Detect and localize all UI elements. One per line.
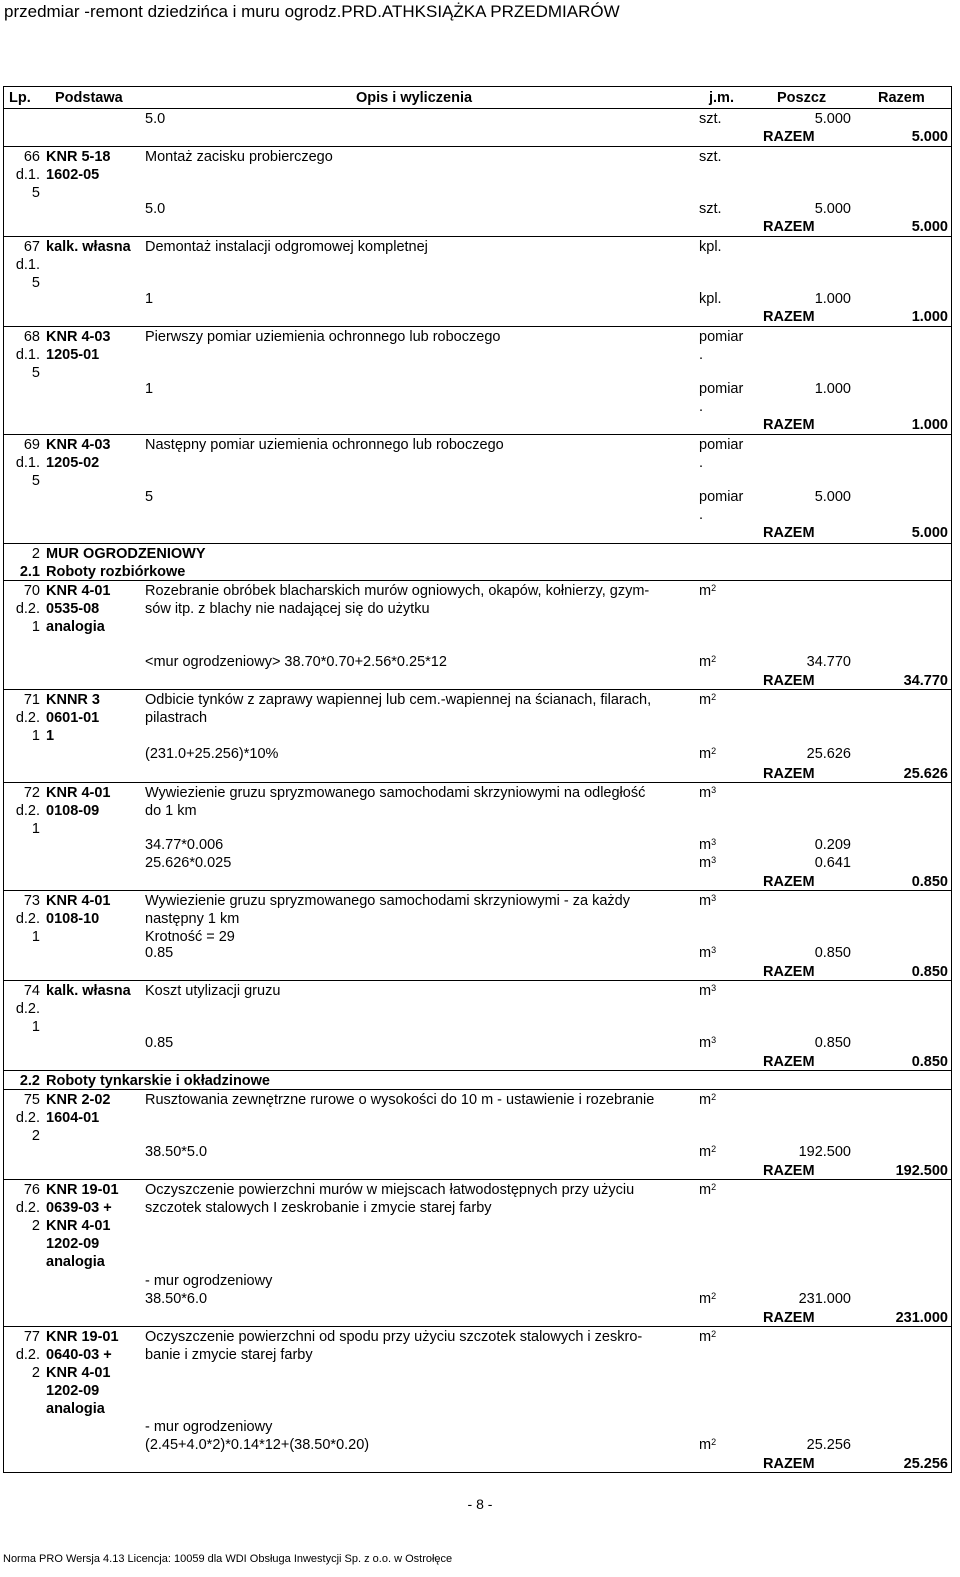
calc-unit: . [699,399,704,415]
row-divider [3,1089,952,1090]
calc-unit: . [699,507,704,523]
calc-value: 25.626 [806,746,851,762]
item-lp: 1 [31,619,40,635]
col-header-jm: j.m. [709,90,734,106]
calc-value: 0.850 [814,1035,851,1051]
col-header-lp: Lp. [9,90,31,106]
item-lp: d.2. [15,710,40,726]
item-basis: KNNR 3 [46,692,100,708]
item-lp: d.2. [15,1347,40,1363]
item-lp: 2 [31,1128,40,1144]
calc-expr: 38.50*5.0 [145,1144,208,1160]
item-basis: 0535-08 [46,601,100,617]
item-unit: pomiar [699,437,744,453]
section-title: Roboty tynkarskie i okładzinowe [46,1073,270,1089]
item-unit: $m^2$ [699,692,717,708]
razem-value: 0.850 [911,964,948,980]
section-number: 2.1 [19,564,40,580]
calc-unit: pomiar [699,381,744,397]
item-description: Oczyszczenie powierzchni murów w miejscach łatwodostępnych przy użyciu [145,1182,635,1198]
row-divider [3,890,952,891]
item-basis: 0108-10 [46,911,100,927]
item-basis: KNR 19-01 [46,1329,119,1345]
item-basis: 1604-01 [46,1110,100,1126]
item-lp: 69 [23,437,40,453]
section-title: MUR OGRODZENIOWY [46,546,206,562]
item-description: Wywiezienie gruzu spryzmowanego samochodami skrzyniowymi na odległość [145,785,646,801]
item-basis: analogia [46,619,105,635]
item-lp: 73 [23,893,40,909]
razem-label: RAZEM [763,309,815,325]
item-description: Krotność = 29 [145,929,235,945]
calc-value: 5.000 [814,489,851,505]
razem-label: RAZEM [763,673,815,689]
item-lp: 67 [23,239,40,255]
item-lp: 5 [31,473,40,489]
razem-value: 5.000 [911,219,948,235]
razem-label: RAZEM [763,1456,815,1472]
calc-value: 5.000 [814,201,851,217]
calc-expr: 5.0 [145,201,166,217]
item-lp: 77 [23,1329,40,1345]
item-basis: kalk. własna [46,239,131,255]
row-divider [3,1179,952,1180]
calc-value: 231.000 [798,1291,851,1307]
razem-label: RAZEM [763,1310,815,1326]
calc-expr: 1 [145,381,154,397]
item-unit: $m^2$ [699,583,717,599]
razem-label: RAZEM [763,766,815,782]
header-bottom-border [3,108,952,109]
section-title: Roboty rozbiórkowe [46,564,186,580]
calc-value: 25.256 [806,1437,851,1453]
item-description: Montaż zacisku probierczego [145,149,333,165]
item-basis: KNR 4-01 [46,893,111,909]
table-top-border [3,86,952,87]
row-divider [3,580,952,581]
item-lp: d.1. [15,455,40,471]
calc-expr: 0.85 [145,1035,174,1051]
razem-value: 25.256 [903,1456,948,1472]
item-basis: analogia [46,1254,105,1270]
item-description: szczotek stalowych I zeskrobanie i zmycie starej farby [145,1200,492,1216]
calc-expr: 1 [145,291,154,307]
razem-label: RAZEM [763,129,815,145]
row-divider [3,543,952,544]
item-unit: $m^2$ [699,1329,717,1345]
calc-value: 192.500 [798,1144,851,1160]
calc-unit: kpl. [699,291,722,307]
item-lp: d.2. [15,803,40,819]
item-lp: 1 [31,929,40,945]
item-description: Demontaż instalacji odgromowej kompletnej [145,239,428,255]
item-description: następny 1 km [145,911,240,927]
item-description: Koszt utylizacji gruzu [145,983,281,999]
item-basis: KNR 5-18 [46,149,111,165]
calc-expr: 5.0 [145,111,166,127]
calc-unit: $m^2$ [699,1144,717,1160]
table-left-border [3,86,4,1473]
razem-value: 0.850 [911,1054,948,1070]
calc-unit: $m^3$ [699,1035,717,1051]
item-lp: d.1. [15,167,40,183]
item-basis: KNR 19-01 [46,1182,119,1198]
col-header-poszcz: Poszcz [777,90,827,106]
footer-license: Norma PRO Wersja 4.13 Licencja: 10059 dla WDI Obsługa Inwestycji Sp. z o.o. w Ostrołęce [3,1553,453,1565]
item-lp: d.2. [15,1110,40,1126]
razem-label: RAZEM [763,964,815,980]
razem-value: 5.000 [911,525,948,541]
item-lp: 68 [23,329,40,345]
item-description: Wywiezienie gruzu spryzmowanego samochodami skrzyniowymi - za każdy [145,893,630,909]
row-divider [3,689,952,690]
calc-unit: pomiar [699,489,744,505]
item-lp: 1 [31,821,40,837]
row-divider [3,326,952,327]
item-unit: . [699,347,704,363]
razem-label: RAZEM [763,525,815,541]
item-lp: 5 [31,185,40,201]
item-basis: analogia [46,1401,105,1417]
row-divider [3,1326,952,1327]
item-description: Pierwszy pomiar uziemienia ochronnego lub roboczego [145,329,501,345]
calc-unit: $m^3$ [699,945,717,961]
row-divider [3,434,952,435]
razem-value: 231.000 [895,1310,948,1326]
calc-value: 1.000 [814,291,851,307]
row-divider [3,1070,952,1071]
item-lp: d.2. [15,911,40,927]
calc-expr: (231.0+25.256)*10% [145,746,279,762]
calc-expr: 5 [145,489,154,505]
item-basis: 1205-01 [46,347,100,363]
col-header-opis: Opis i wyliczenia [356,90,473,106]
item-lp: d.1. [15,347,40,363]
calc-expr: 38.50*6.0 [145,1291,208,1307]
item-description: Rusztowania zewnętrzne rurowe o wysokości do 10 m - ustawienie i rozebranie [145,1092,655,1108]
calc-unit: $m^3$ [699,855,717,871]
razem-value: 192.500 [895,1163,948,1179]
item-unit: $m^2$ [699,1092,717,1108]
item-basis: KNR 4-01 [46,1365,111,1381]
item-unit: $m^3$ [699,893,717,909]
item-lp: 75 [23,1092,40,1108]
calc-unit: $m^2$ [699,1291,717,1307]
item-basis: 0639-03 + [46,1200,112,1216]
item-lp: d.2. [15,601,40,617]
calc-value: 5.000 [814,111,851,127]
razem-value: 1.000 [911,309,948,325]
item-lp: 71 [23,692,40,708]
item-lp: 72 [23,785,40,801]
item-unit: kpl. [699,239,722,255]
item-unit: $m^3$ [699,983,717,999]
calc-expr: 25.626*0.025 [145,855,232,871]
item-unit: $m^2$ [699,1182,717,1198]
razem-label: RAZEM [763,219,815,235]
item-unit: szt. [699,149,722,165]
item-lp: d.2. [15,1001,40,1017]
item-description: Odbicie tynków z zaprawy wapiennej lub cem.-wapiennej na ścianach, filarach, [145,692,652,708]
calc-note: - mur ogrodzeniowy [145,1273,273,1289]
razem-label: RAZEM [763,1054,815,1070]
calc-value: 0.209 [814,837,851,853]
razem-label: RAZEM [763,874,815,890]
row-divider [3,236,952,237]
calc-expr: (2.45+4.0*2)*0.14*12+(38.50*0.20) [145,1437,370,1453]
item-description: sów itp. z blachy nie nadającej się do użytku [145,601,430,617]
item-unit: . [699,455,704,471]
item-unit: pomiar [699,329,744,345]
item-basis: 1202-09 [46,1383,100,1399]
item-lp: 2 [31,1218,40,1234]
item-basis: KNR 4-01 [46,583,111,599]
item-description: pilastrach [145,710,208,726]
item-description: Następny pomiar uziemienia ochronnego lub roboczego [145,437,504,453]
item-lp: 2 [31,1365,40,1381]
item-description: Rozebranie obróbek blacharskich murów ogniowych, okapów, kołnierzy, gzym- [145,583,650,599]
calc-unit: $m^2$ [699,746,717,762]
item-basis: KNR 4-01 [46,785,111,801]
item-basis: 0108-09 [46,803,100,819]
calc-unit: szt. [699,111,722,127]
calc-unit: $m^2$ [699,654,717,670]
page-number: - 8 - [467,1496,493,1512]
calc-expr: 34.77*0.006 [145,837,224,853]
calc-note: - mur ogrodzeniowy [145,1419,273,1435]
calc-value: 0.850 [814,945,851,961]
row-divider [3,146,952,147]
col-header-razem: Razem [878,90,925,106]
razem-value: 25.626 [903,766,948,782]
item-lp: 5 [31,365,40,381]
calc-unit: $m^3$ [699,837,717,853]
item-basis: KNR 4-01 [46,1218,111,1234]
calc-expr: <mur ogrodzeniowy> 38.70*0.70+2.56*0.25*12 [145,654,447,670]
item-basis: 1602-05 [46,167,100,183]
calc-value: 0.641 [814,855,851,871]
item-description: banie i zmycie starej farby [145,1347,313,1363]
item-lp: 74 [23,983,40,999]
razem-value: 0.850 [911,874,948,890]
razem-value: 34.770 [903,673,948,689]
row-divider [3,782,952,783]
item-lp: d.2. [15,1200,40,1216]
col-header-podstawa: Podstawa [55,90,123,106]
section-number: 2.2 [19,1073,40,1089]
item-description: do 1 km [145,803,197,819]
item-lp: 66 [23,149,40,165]
razem-label: RAZEM [763,1163,815,1179]
calc-unit: szt. [699,201,722,217]
item-lp: 70 [23,583,40,599]
item-basis: KNR 4-03 [46,437,111,453]
razem-value: 1.000 [911,417,948,433]
item-basis: 1202-09 [46,1236,100,1252]
item-lp: 1 [31,728,40,744]
item-lp: d.1. [15,257,40,273]
item-basis: 0640-03 + [46,1347,112,1363]
section-number: 2 [31,546,40,562]
item-unit: $m^3$ [699,785,717,801]
calc-expr: 0.85 [145,945,174,961]
item-description: Oczyszczenie powierzchni od spodu przy użyciu szczotek stalowych i zeskro- [145,1329,643,1345]
item-lp: 1 [31,1019,40,1035]
row-divider [3,980,952,981]
item-basis: 0601-01 [46,710,100,726]
document-title: przedmiar -remont dziedzińca i muru ogrodz.PRD.ATHKSIĄŻKA PRZEDMIARÓW [4,2,620,21]
calc-unit: $m^2$ [699,1437,717,1453]
razem-label: RAZEM [763,417,815,433]
item-lp: 5 [31,275,40,291]
razem-value: 5.000 [911,129,948,145]
table-right-border [951,86,952,1473]
calc-value: 1.000 [814,381,851,397]
calc-value: 34.770 [806,654,851,670]
item-basis: 1205-02 [46,455,100,471]
item-basis: 1 [46,728,55,744]
item-basis: kalk. własna [46,983,131,999]
item-basis: KNR 4-03 [46,329,111,345]
item-basis: KNR 2-02 [46,1092,111,1108]
item-lp: 76 [23,1182,40,1198]
